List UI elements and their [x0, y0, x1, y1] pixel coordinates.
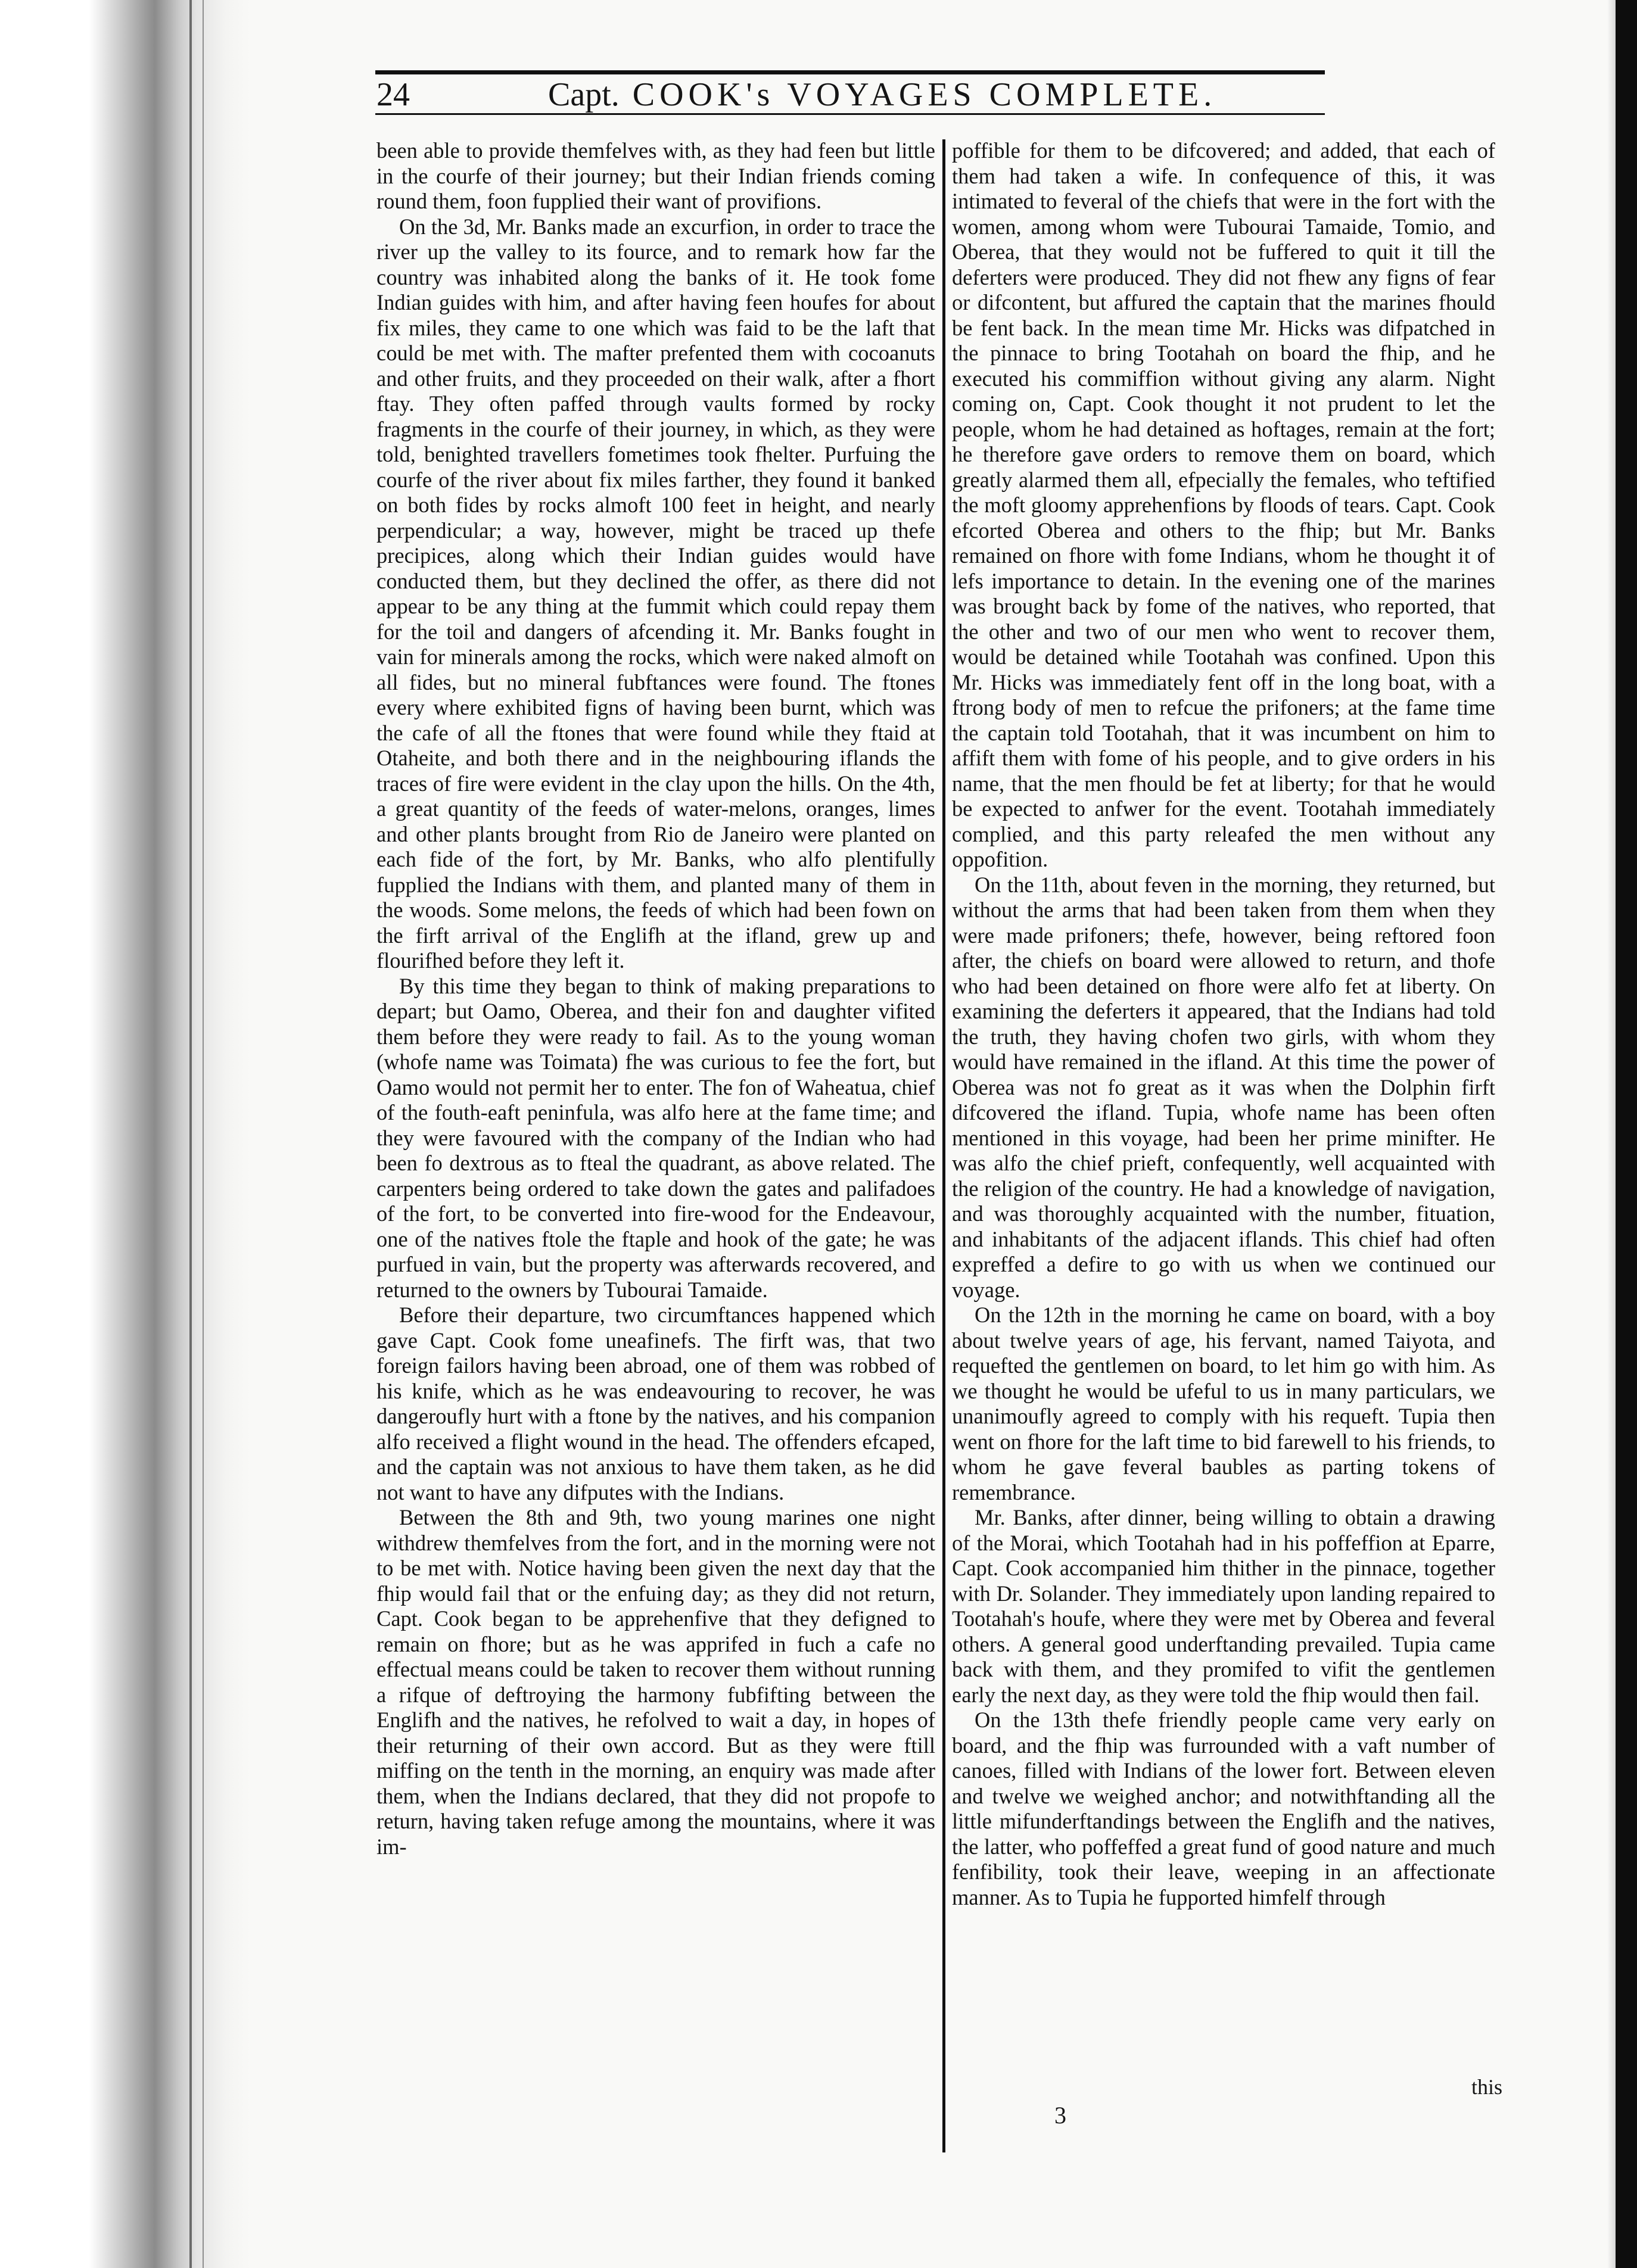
binding-edge-line [189, 0, 192, 2268]
paragraph: By this time they began to think of making preparations to depart; but Oamo, Oberea, and their fon and daughter vifited them before they were ready to fail. As to the young woman (whofe name was Toimata) fhe was curious to fee the fort, but Oamo would not permit her to enter. The fon of Waheatua, chief of the fouth-eaft peninfula, was alfo here at the fame time; and they were favoured with the company of the Indian who had been fo dextrous as to fteal the quadrant, as above related. The carpenters being ordered to take down the gates and palifadoes of the fort, to be converted into fire-wood for the Endeavour, one of the natives ftole the ftaple and hook of the gate; he was purfued in vain, but the property was afterwards recovered, and returned to the owners by Tubourai Tamaide. [376, 973, 935, 1302]
running-head-title: COOK's VOYAGES COMPLETE. [632, 76, 1217, 113]
paragraph: poffible for them to be difcovered; and added, that each of them had taken a wife. In confequence of this, it was intimated to feveral of the chiefs that were in the fort with the women, among whom were Tubourai Tamaide, Tomio, and Oberea, that they would not be fuffered to quit it till the deferters were produced. They did not fhew any figns of fear or difcontent, but affured the captain that the marines fhould be fent back. In the mean time Mr. Hicks was difpatched in the pinnace to bring Tootahah on board the fhip, and he executed his commiffion without giving any alarm. Night coming on, Capt. Cook thought it not prudent to let the people, whom he had detained as hoftages, remain at the fort; he therefore gave orders to remove them on board, which greatly alarmed them all, efpecially the females, who teftified the moft gloomy apprehenfions by floods of tears. Capt. Cook efcorted Oberea and others to the fhip; but Mr. Banks remained on fhore with fome Indians, whom he thought it of lefs importance to detain. In the evening one of the marines was brought back by fome of the natives, who reported, that the other and two of our men who went to recover them, would be detained while Tootahah was confined. Upon this Mr. Hicks was immediately fent off in the long boat, with a ftrong body of men to refcue the prifoners; at the fame time the captain told Tootahah, that it was incumbent on him to affift them with fome of his people, and to give orders in his name, that the men fhould be fet at liberty; for that he would be expected to anfwer for the event. Tootahah immediately complied, and this party releafed the men without any oppofition. [952, 138, 1495, 871]
book-binding-gutter [0, 0, 250, 2268]
page-number: 24 [376, 76, 410, 113]
paragraph: been able to provide themfelves with, as they had feen but little in the courfe of their journey; but their Indian friends coming round them, foon fupplied their want of provifions. [376, 138, 935, 213]
paragraph: On the 13th thefe friendly people came very early on board, and the fhip was furrounded with a vaft number of canoes, filled with Indians of the lower fort. Between eleven and twelve we weighed anchor; and notwithftanding all the little mifunderftandings between the Englifh and the natives, the latter, who poffeffed a great fund of good nature and much fenfibility, took their leave, weeping in an affectionate manner. As to Tupia he fupported himfelf through [952, 1708, 1495, 1909]
paragraph: On the 12th in the morning he came on board, with a boy about twelve years of age, his fervant, named Taiyota, and requefted the gentlemen on board, to let him go with him. As we thought he would be ufeful to us in many particulars, we unanimoufly agreed to comply with his requeft. Tupia then went on fhore for the laft time to bid farewell to his friends, to whom he gave feveral baubles as parting tokens of remembrance. [952, 1303, 1495, 1504]
scan-border-right [1616, 0, 1637, 2268]
header-rule-top [375, 70, 1325, 74]
paragraph: On the 11th, about feven in the morning, they returned, but without the arms that had been taken from them when they were made prifoners; thefe, however, being reftored foon after, the chiefs on board were allowed to return, and thofe who had been detained on fhore were alfo fet at liberty. On examining the deferters it appeared, that the Indians had told the truth, they having chofen two girls, with whom they would have remained in the ifland. At this time the power of Oberea was not fo great as it was when the Dolphin firft difcovered the ifland. Tupia, whofe name has been often mentioned in this voyage, had been her prime minifter. He was alfo the chief prieft, confequently, well acquainted with the religion of the country. He had a knowledge of navigation, and was thoroughly acquainted with the number, fituation, and inhabitants of the adjacent iflands. This chief had often expreffed a defire to go with us when we continued our voyage. [952, 872, 1495, 1302]
paragraph: Before their departure, two circumftances happened which gave Capt. Cook fome uneafinefs. The firft was, that two foreign failors having been abroad, one of them was robbed of his knife, which as he was endeavouring to recover, he was dangeroufly hurt with a ftone by the natives, and his companion alfo received a flight wound in the head. The offenders efcaped, and the captain was not anxious to have them taken, as he did not want to have any difputes with the Indians. [376, 1303, 935, 1504]
column-divider-rule [942, 139, 945, 2152]
header-rule-bottom [375, 113, 1325, 115]
page-edge-shadow [1607, 0, 1616, 2268]
left-text-column [376, 138, 935, 2092]
binding-edge-line [203, 0, 204, 2268]
catchword: this [1471, 2075, 1503, 2099]
paragraph: Mr. Banks, after dinner, being willing to obtain a drawing of the Morai, which Tootahah had in his poffeffion at Eparre, Capt. Cook accompanied him thither in the pinnace, together with Dr. Solander. They immediately upon landing repaired to Tootahah's houfe, where they were met by Oberea and feveral others. A general good underftanding prevailed. Tupia came back with them, and they promifed to vifit the gentlemen early the next day, as they were told the fhip would then fail. [952, 1505, 1495, 1707]
paragraph: Between the 8th and 9th, two young marines one night withdrew themfelves from the fort, and in the morning were not to be met with. Notice having been given the next day that the fhip would fail that or the enfuing day; as they did not return, Capt. Cook began to be apprehenfive that they defigned to remain on fhore; but as he was apprifed in fuch a cafe no effectual means could be taken to recover them without running a rifque of deftroying the harmony fubfifting between the Englifh and the natives, he refolved to wait a day, in hopes of their returning of their own accord. But as they were ftill miffing on the tenth in the morning, an enquiry was made after them, when the Indians declared, that they did not propofe to return, having taken refuge among the mountains, where it was im- [376, 1505, 935, 1859]
running-head-capt: Capt. [548, 76, 620, 113]
paragraph: On the 3d, Mr. Banks made an excurfion, in order to trace the river up the valley to its fource, and to remark how far the country was inhabited along the banks of it. He took fome Indian guides with him, and after having feen houfes for about fix miles, they came to one which was faid to be the laft that could be met with. The mafter prefented them with cocoanuts and other fruits, and they proceeded on their walk, after a fhort ftay. They often paffed through vaults formed by rocky fragments in the courfe of their journey, in which, as they were told, benighted travellers fometimes took fhelter. Purfuing the courfe of the river about fix miles farther, they found it banked on both fides by rocks almoft 100 feet in height, and nearly perpendicular; a way, however, might be traced up thefe precipices, along which their Indian guides would have conducted them, but they declined the offer, as there did not appear to be any thing at the fummit which could repay them for the toil and dangers of afcending it. Mr. Banks fought in vain for minerals among the rocks, which were naked almoft on all fides, but no mineral fubftances were found. The ftones every where exhibited figns of having been burnt, which was the cafe of all the ftones that were found while they ftaid at Otaheite, and both there and in the neighbouring iflands the traces of fire were evident in the clay upon the hills. On the 4th, a great quantity of the feeds of water-melons, oranges, limes and other plants brought from Rio de Janeiro were planted on each fide of the fort, by Mr. Banks, who alfo plentifully fupplied the Indians with them, and planted many of them in the woods. Some melons, the feeds of which had been fown on the firft arrival of the Englifh at the ifland, grew up and flourifhed before they left it. [376, 214, 935, 973]
signature-mark: 3 [1054, 2102, 1066, 2129]
running-head [548, 76, 1216, 113]
right-text-column [952, 138, 1495, 2092]
